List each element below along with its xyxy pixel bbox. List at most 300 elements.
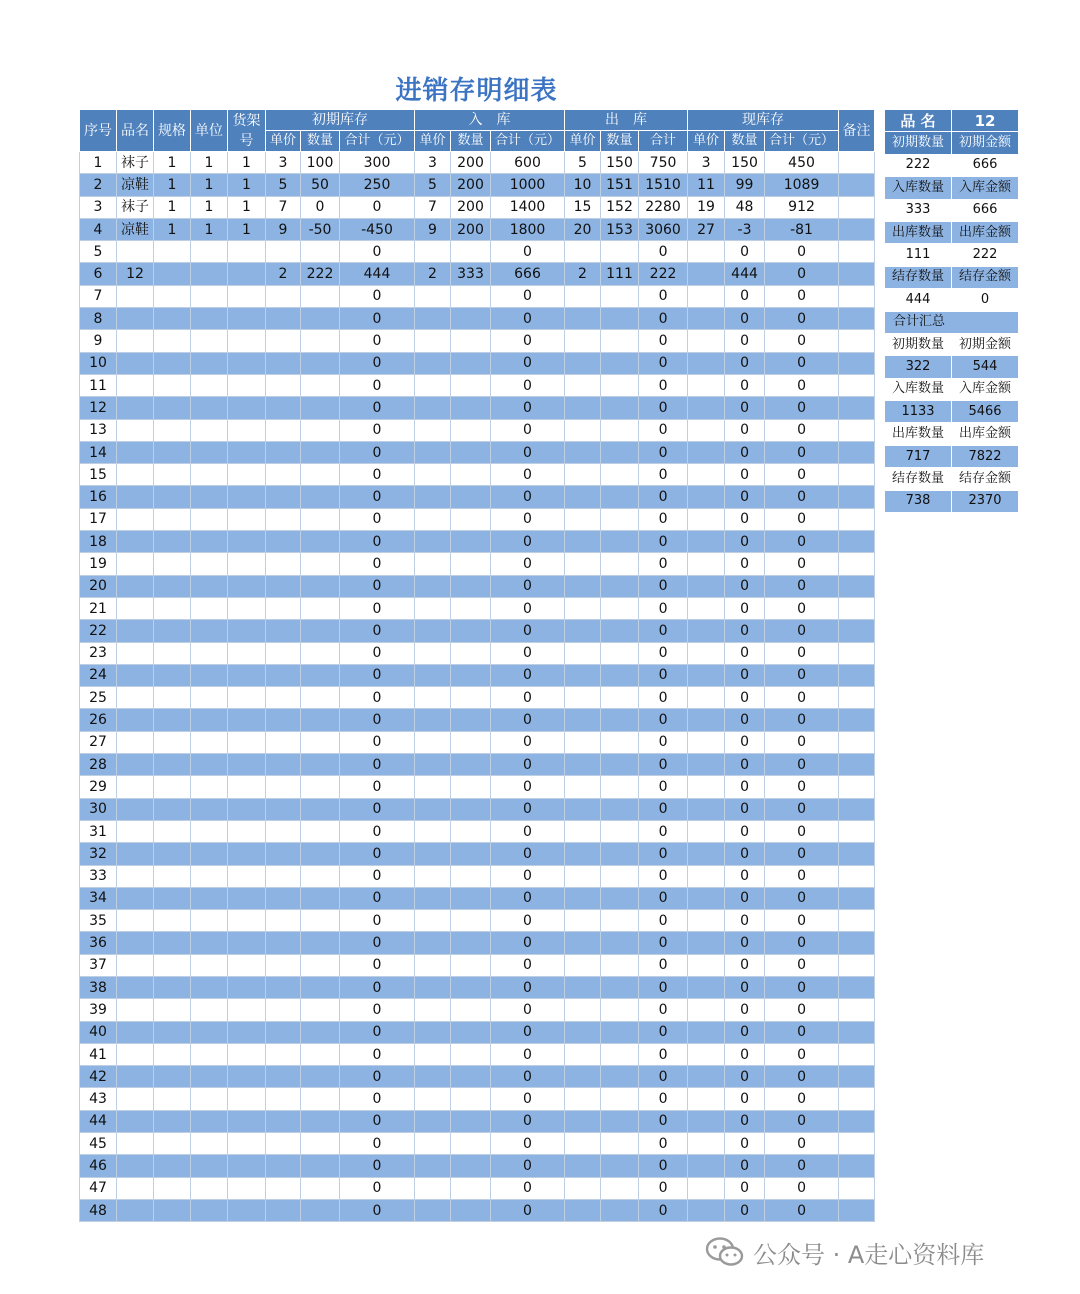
table-cell[interactable] — [601, 843, 639, 865]
table-cell[interactable] — [451, 1155, 491, 1177]
table-cell[interactable] — [601, 1110, 639, 1132]
table-cell[interactable]: 0 — [725, 352, 765, 374]
table-cell[interactable] — [839, 1021, 875, 1043]
table-cell[interactable] — [839, 1066, 875, 1088]
table-cell[interactable] — [451, 597, 491, 619]
table-cell[interactable] — [688, 664, 725, 686]
table-cell[interactable]: 200 — [451, 174, 491, 196]
table-cell[interactable] — [154, 1177, 191, 1199]
table-cell[interactable]: 0 — [491, 754, 565, 776]
table-cell[interactable] — [228, 642, 266, 664]
table-cell[interactable]: 0 — [639, 865, 688, 887]
table-cell[interactable] — [154, 441, 191, 463]
table-cell[interactable]: 0 — [765, 865, 839, 887]
table-cell[interactable] — [154, 754, 191, 776]
table-cell[interactable]: 0 — [765, 597, 839, 619]
summary-cell[interactable]: 5466 — [952, 401, 1019, 423]
table-cell[interactable]: 0 — [725, 508, 765, 530]
table-cell[interactable]: 0 — [639, 575, 688, 597]
table-cell[interactable] — [191, 464, 228, 486]
table-cell[interactable]: 0 — [340, 1177, 415, 1199]
table-cell[interactable]: 111 — [601, 263, 639, 285]
table-cell[interactable] — [565, 330, 601, 352]
table-cell[interactable]: 0 — [765, 1088, 839, 1110]
table-cell[interactable] — [266, 709, 301, 731]
table-cell[interactable] — [565, 664, 601, 686]
table-cell[interactable] — [688, 1043, 725, 1065]
table-cell[interactable] — [565, 553, 601, 575]
table-cell[interactable]: 47 — [80, 1177, 117, 1199]
table-cell[interactable] — [154, 241, 191, 263]
table-cell[interactable]: 0 — [765, 954, 839, 976]
table-cell[interactable] — [228, 1088, 266, 1110]
table-cell[interactable] — [191, 1110, 228, 1132]
table-cell[interactable]: 0 — [340, 1066, 415, 1088]
table-cell[interactable]: 0 — [639, 441, 688, 463]
table-cell[interactable] — [451, 954, 491, 976]
table-cell[interactable]: 0 — [765, 910, 839, 932]
table-cell[interactable]: 0 — [639, 553, 688, 575]
table-cell[interactable] — [117, 709, 154, 731]
table-cell[interactable] — [301, 1199, 340, 1221]
table-cell[interactable] — [266, 820, 301, 842]
table-cell[interactable] — [415, 553, 451, 575]
table-cell[interactable] — [228, 441, 266, 463]
table-cell[interactable] — [565, 1021, 601, 1043]
table-cell[interactable] — [601, 308, 639, 330]
table-cell[interactable] — [301, 397, 340, 419]
table-cell[interactable]: 2 — [80, 174, 117, 196]
table-cell[interactable] — [301, 620, 340, 642]
table-cell[interactable] — [601, 419, 639, 441]
table-cell[interactable] — [301, 308, 340, 330]
table-cell[interactable] — [839, 196, 875, 218]
table-cell[interactable]: 0 — [639, 709, 688, 731]
table-cell[interactable]: 0 — [491, 1177, 565, 1199]
table-cell[interactable] — [117, 241, 154, 263]
table-cell[interactable]: 0 — [639, 285, 688, 307]
table-cell[interactable]: 0 — [340, 642, 415, 664]
table-cell[interactable]: 0 — [765, 843, 839, 865]
table-cell[interactable] — [565, 597, 601, 619]
table-cell[interactable]: 0 — [725, 798, 765, 820]
table-cell[interactable] — [301, 1110, 340, 1132]
table-cell[interactable]: 0 — [725, 1021, 765, 1043]
table-cell[interactable] — [191, 397, 228, 419]
table-cell[interactable] — [191, 642, 228, 664]
table-cell[interactable] — [228, 776, 266, 798]
table-cell[interactable] — [191, 597, 228, 619]
table-cell[interactable] — [228, 374, 266, 396]
table-cell[interactable] — [117, 1177, 154, 1199]
table-cell[interactable] — [565, 441, 601, 463]
table-cell[interactable] — [228, 731, 266, 753]
table-cell[interactable]: 0 — [725, 464, 765, 486]
table-cell[interactable]: 0 — [340, 754, 415, 776]
table-cell[interactable]: 0 — [491, 709, 565, 731]
table-cell[interactable] — [839, 352, 875, 374]
table-cell[interactable]: 0 — [765, 374, 839, 396]
table-cell[interactable] — [415, 1155, 451, 1177]
table-cell[interactable]: 48 — [725, 196, 765, 218]
table-cell[interactable] — [601, 754, 639, 776]
table-cell[interactable]: 0 — [725, 330, 765, 352]
table-cell[interactable]: 25 — [80, 687, 117, 709]
table-cell[interactable]: 0 — [491, 352, 565, 374]
table-cell[interactable]: 0 — [639, 954, 688, 976]
table-cell[interactable] — [688, 330, 725, 352]
table-cell[interactable]: 0 — [725, 954, 765, 976]
table-cell[interactable] — [451, 999, 491, 1021]
table-cell[interactable] — [451, 776, 491, 798]
summary-product-value[interactable]: 12 — [952, 110, 1019, 132]
summary-cell[interactable]: 111 — [885, 244, 952, 266]
table-cell[interactable] — [228, 397, 266, 419]
table-cell[interactable]: 0 — [765, 976, 839, 998]
table-cell[interactable] — [266, 731, 301, 753]
table-cell[interactable] — [415, 798, 451, 820]
table-cell[interactable]: 10 — [565, 174, 601, 196]
table-cell[interactable] — [154, 1133, 191, 1155]
table-cell[interactable]: 0 — [340, 664, 415, 686]
table-cell[interactable] — [266, 1021, 301, 1043]
table-cell[interactable]: 13 — [80, 419, 117, 441]
table-cell[interactable] — [266, 865, 301, 887]
table-cell[interactable]: 0 — [340, 999, 415, 1021]
table-cell[interactable] — [266, 374, 301, 396]
table-cell[interactable] — [839, 642, 875, 664]
table-cell[interactable]: 28 — [80, 754, 117, 776]
table-cell[interactable] — [839, 575, 875, 597]
table-cell[interactable] — [415, 687, 451, 709]
table-cell[interactable] — [301, 1155, 340, 1177]
table-cell[interactable]: 0 — [639, 486, 688, 508]
table-cell[interactable] — [565, 976, 601, 998]
table-cell[interactable] — [415, 1066, 451, 1088]
table-cell[interactable]: 2 — [565, 263, 601, 285]
table-cell[interactable] — [301, 374, 340, 396]
table-cell[interactable] — [688, 464, 725, 486]
table-cell[interactable]: 7 — [415, 196, 451, 218]
table-cell[interactable] — [301, 887, 340, 909]
table-cell[interactable]: 0 — [725, 308, 765, 330]
table-cell[interactable]: 0 — [491, 241, 565, 263]
table-cell[interactable] — [117, 1199, 154, 1221]
table-cell[interactable] — [839, 1155, 875, 1177]
table-cell[interactable] — [688, 241, 725, 263]
table-cell[interactable]: 0 — [639, 731, 688, 753]
table-cell[interactable] — [601, 352, 639, 374]
table-cell[interactable]: 20 — [565, 218, 601, 240]
table-cell[interactable]: 0 — [340, 776, 415, 798]
table-cell[interactable] — [154, 731, 191, 753]
table-cell[interactable]: 0 — [639, 1021, 688, 1043]
table-cell[interactable] — [415, 352, 451, 374]
table-cell[interactable] — [301, 731, 340, 753]
table-cell[interactable]: 0 — [639, 531, 688, 553]
table-cell[interactable] — [415, 1133, 451, 1155]
table-cell[interactable]: 0 — [491, 1021, 565, 1043]
table-cell[interactable]: 0 — [765, 642, 839, 664]
table-cell[interactable] — [451, 374, 491, 396]
table-cell[interactable] — [565, 932, 601, 954]
table-cell[interactable]: 0 — [491, 776, 565, 798]
table-cell[interactable]: 0 — [639, 664, 688, 686]
table-cell[interactable] — [688, 1199, 725, 1221]
table-cell[interactable]: 0 — [725, 486, 765, 508]
table-cell[interactable] — [191, 1043, 228, 1065]
table-cell[interactable]: 153 — [601, 218, 639, 240]
table-cell[interactable]: 0 — [639, 620, 688, 642]
table-cell[interactable] — [228, 419, 266, 441]
table-cell[interactable]: 0 — [340, 241, 415, 263]
table-cell[interactable]: 5 — [565, 152, 601, 174]
table-cell[interactable] — [301, 843, 340, 865]
table-cell[interactable]: 0 — [765, 575, 839, 597]
table-cell[interactable]: 0 — [765, 241, 839, 263]
table-cell[interactable]: 袜子 — [117, 152, 154, 174]
table-cell[interactable] — [154, 932, 191, 954]
table-cell[interactable] — [154, 865, 191, 887]
table-cell[interactable] — [601, 397, 639, 419]
table-cell[interactable] — [601, 1199, 639, 1221]
table-cell[interactable] — [154, 798, 191, 820]
table-cell[interactable] — [228, 1199, 266, 1221]
table-cell[interactable]: 0 — [639, 241, 688, 263]
table-cell[interactable] — [451, 910, 491, 932]
table-cell[interactable] — [601, 865, 639, 887]
table-cell[interactable]: 0 — [725, 865, 765, 887]
table-cell[interactable] — [415, 575, 451, 597]
table-cell[interactable]: 0 — [639, 1177, 688, 1199]
table-cell[interactable] — [191, 575, 228, 597]
table-cell[interactable] — [601, 1066, 639, 1088]
table-cell[interactable] — [266, 419, 301, 441]
table-cell[interactable] — [451, 709, 491, 731]
table-cell[interactable]: 19 — [80, 553, 117, 575]
table-cell[interactable] — [154, 976, 191, 998]
table-cell[interactable] — [266, 1155, 301, 1177]
table-cell[interactable]: 0 — [725, 709, 765, 731]
table-cell[interactable]: 0 — [639, 776, 688, 798]
table-cell[interactable] — [228, 553, 266, 575]
table-cell[interactable] — [839, 820, 875, 842]
table-cell[interactable]: 46 — [80, 1155, 117, 1177]
summary-cell[interactable]: 544 — [952, 356, 1019, 378]
table-cell[interactable] — [451, 731, 491, 753]
table-cell[interactable]: 0 — [340, 441, 415, 463]
table-cell[interactable]: 22 — [80, 620, 117, 642]
table-cell[interactable]: 50 — [301, 174, 340, 196]
table-cell[interactable] — [415, 486, 451, 508]
table-cell[interactable]: 0 — [765, 887, 839, 909]
table-cell[interactable]: 0 — [491, 664, 565, 686]
table-cell[interactable] — [415, 754, 451, 776]
table-cell[interactable] — [266, 441, 301, 463]
table-cell[interactable]: 0 — [639, 687, 688, 709]
table-cell[interactable] — [117, 932, 154, 954]
table-cell[interactable]: 2280 — [639, 196, 688, 218]
table-cell[interactable] — [266, 687, 301, 709]
table-cell[interactable] — [117, 687, 154, 709]
summary-cell[interactable]: 738 — [885, 490, 952, 512]
table-cell[interactable]: 42 — [80, 1066, 117, 1088]
table-cell[interactable] — [565, 308, 601, 330]
table-cell[interactable] — [565, 910, 601, 932]
table-cell[interactable] — [191, 1066, 228, 1088]
table-cell[interactable] — [154, 285, 191, 307]
table-cell[interactable] — [191, 1155, 228, 1177]
table-cell[interactable]: 0 — [765, 1133, 839, 1155]
table-cell[interactable]: 0 — [340, 308, 415, 330]
table-cell[interactable]: 32 — [80, 843, 117, 865]
table-cell[interactable] — [301, 976, 340, 998]
table-cell[interactable] — [688, 687, 725, 709]
table-cell[interactable] — [601, 776, 639, 798]
table-cell[interactable] — [154, 843, 191, 865]
table-cell[interactable] — [117, 464, 154, 486]
table-cell[interactable] — [301, 642, 340, 664]
table-cell[interactable] — [191, 285, 228, 307]
table-cell[interactable]: 0 — [725, 687, 765, 709]
table-cell[interactable] — [117, 731, 154, 753]
table-cell[interactable]: -3 — [725, 218, 765, 240]
table-cell[interactable] — [601, 820, 639, 842]
summary-cell[interactable]: 0 — [952, 289, 1019, 311]
table-cell[interactable]: 0 — [340, 397, 415, 419]
table-cell[interactable] — [117, 330, 154, 352]
table-cell[interactable]: 1 — [228, 152, 266, 174]
table-cell[interactable] — [415, 709, 451, 731]
table-cell[interactable] — [117, 1066, 154, 1088]
table-cell[interactable]: 300 — [340, 152, 415, 174]
table-cell[interactable] — [154, 910, 191, 932]
table-cell[interactable] — [839, 709, 875, 731]
table-cell[interactable]: 200 — [451, 218, 491, 240]
table-cell[interactable]: 0 — [639, 910, 688, 932]
table-cell[interactable] — [839, 754, 875, 776]
table-cell[interactable] — [301, 954, 340, 976]
table-cell[interactable] — [117, 976, 154, 998]
table-cell[interactable]: 0 — [725, 1110, 765, 1132]
table-cell[interactable]: 21 — [80, 597, 117, 619]
table-cell[interactable] — [415, 976, 451, 998]
table-cell[interactable] — [688, 776, 725, 798]
table-cell[interactable]: 3060 — [639, 218, 688, 240]
table-cell[interactable] — [565, 1199, 601, 1221]
table-cell[interactable]: 1 — [191, 174, 228, 196]
table-cell[interactable] — [154, 1021, 191, 1043]
table-cell[interactable] — [565, 241, 601, 263]
table-cell[interactable]: 0 — [639, 887, 688, 909]
table-cell[interactable] — [688, 887, 725, 909]
table-cell[interactable] — [839, 954, 875, 976]
table-cell[interactable]: 9 — [266, 218, 301, 240]
table-cell[interactable] — [451, 976, 491, 998]
table-cell[interactable] — [601, 531, 639, 553]
table-cell[interactable] — [601, 464, 639, 486]
table-cell[interactable]: 0 — [340, 531, 415, 553]
table-cell[interactable] — [266, 1199, 301, 1221]
summary-cell[interactable]: 出库金额 — [952, 423, 1019, 445]
table-cell[interactable] — [451, 1088, 491, 1110]
table-cell[interactable] — [451, 553, 491, 575]
table-cell[interactable] — [565, 486, 601, 508]
table-cell[interactable] — [565, 352, 601, 374]
table-cell[interactable]: 9 — [415, 218, 451, 240]
table-cell[interactable]: 0 — [491, 486, 565, 508]
table-cell[interactable]: 0 — [491, 865, 565, 887]
table-cell[interactable]: -50 — [301, 218, 340, 240]
table-cell[interactable]: 0 — [765, 285, 839, 307]
table-cell[interactable] — [301, 1177, 340, 1199]
table-cell[interactable] — [839, 441, 875, 463]
table-cell[interactable] — [191, 419, 228, 441]
table-cell[interactable]: 0 — [725, 642, 765, 664]
summary-cell[interactable]: 入库金额 — [952, 177, 1019, 199]
table-cell[interactable]: 0 — [765, 1043, 839, 1065]
table-cell[interactable] — [301, 687, 340, 709]
table-cell[interactable] — [451, 1199, 491, 1221]
table-cell[interactable] — [266, 1088, 301, 1110]
table-cell[interactable] — [688, 397, 725, 419]
table-cell[interactable] — [228, 352, 266, 374]
table-cell[interactable]: 3 — [266, 152, 301, 174]
table-cell[interactable] — [451, 1066, 491, 1088]
table-cell[interactable]: 0 — [639, 976, 688, 998]
table-cell[interactable]: 0 — [340, 1088, 415, 1110]
table-cell[interactable]: 200 — [451, 196, 491, 218]
table-cell[interactable] — [688, 709, 725, 731]
table-cell[interactable] — [839, 887, 875, 909]
table-cell[interactable]: 0 — [725, 575, 765, 597]
table-cell[interactable] — [191, 776, 228, 798]
table-cell[interactable] — [117, 1110, 154, 1132]
table-cell[interactable] — [154, 887, 191, 909]
table-cell[interactable]: 0 — [765, 1021, 839, 1043]
summary-cell[interactable]: 入库数量 — [885, 177, 952, 199]
table-cell[interactable]: 0 — [765, 330, 839, 352]
table-cell[interactable] — [839, 419, 875, 441]
table-cell[interactable] — [839, 374, 875, 396]
table-cell[interactable] — [451, 1110, 491, 1132]
table-cell[interactable]: 26 — [80, 709, 117, 731]
summary-cell[interactable]: 结存数量 — [885, 266, 952, 288]
table-cell[interactable] — [228, 285, 266, 307]
table-cell[interactable]: 666 — [491, 263, 565, 285]
table-cell[interactable] — [154, 374, 191, 396]
table-cell[interactable] — [117, 887, 154, 909]
table-cell[interactable] — [565, 464, 601, 486]
table-cell[interactable] — [228, 1043, 266, 1065]
table-cell[interactable] — [565, 687, 601, 709]
table-cell[interactable]: 0 — [765, 397, 839, 419]
table-cell[interactable]: 0 — [491, 441, 565, 463]
table-cell[interactable] — [117, 1043, 154, 1065]
table-cell[interactable]: 0 — [725, 531, 765, 553]
table-cell[interactable] — [228, 843, 266, 865]
table-cell[interactable] — [839, 464, 875, 486]
table-cell[interactable] — [228, 508, 266, 530]
table-cell[interactable] — [191, 486, 228, 508]
table-cell[interactable] — [601, 597, 639, 619]
table-cell[interactable]: 0 — [639, 397, 688, 419]
table-cell[interactable] — [601, 1177, 639, 1199]
table-cell[interactable] — [415, 1199, 451, 1221]
table-cell[interactable] — [191, 330, 228, 352]
table-cell[interactable] — [266, 999, 301, 1021]
table-cell[interactable]: 0 — [340, 798, 415, 820]
